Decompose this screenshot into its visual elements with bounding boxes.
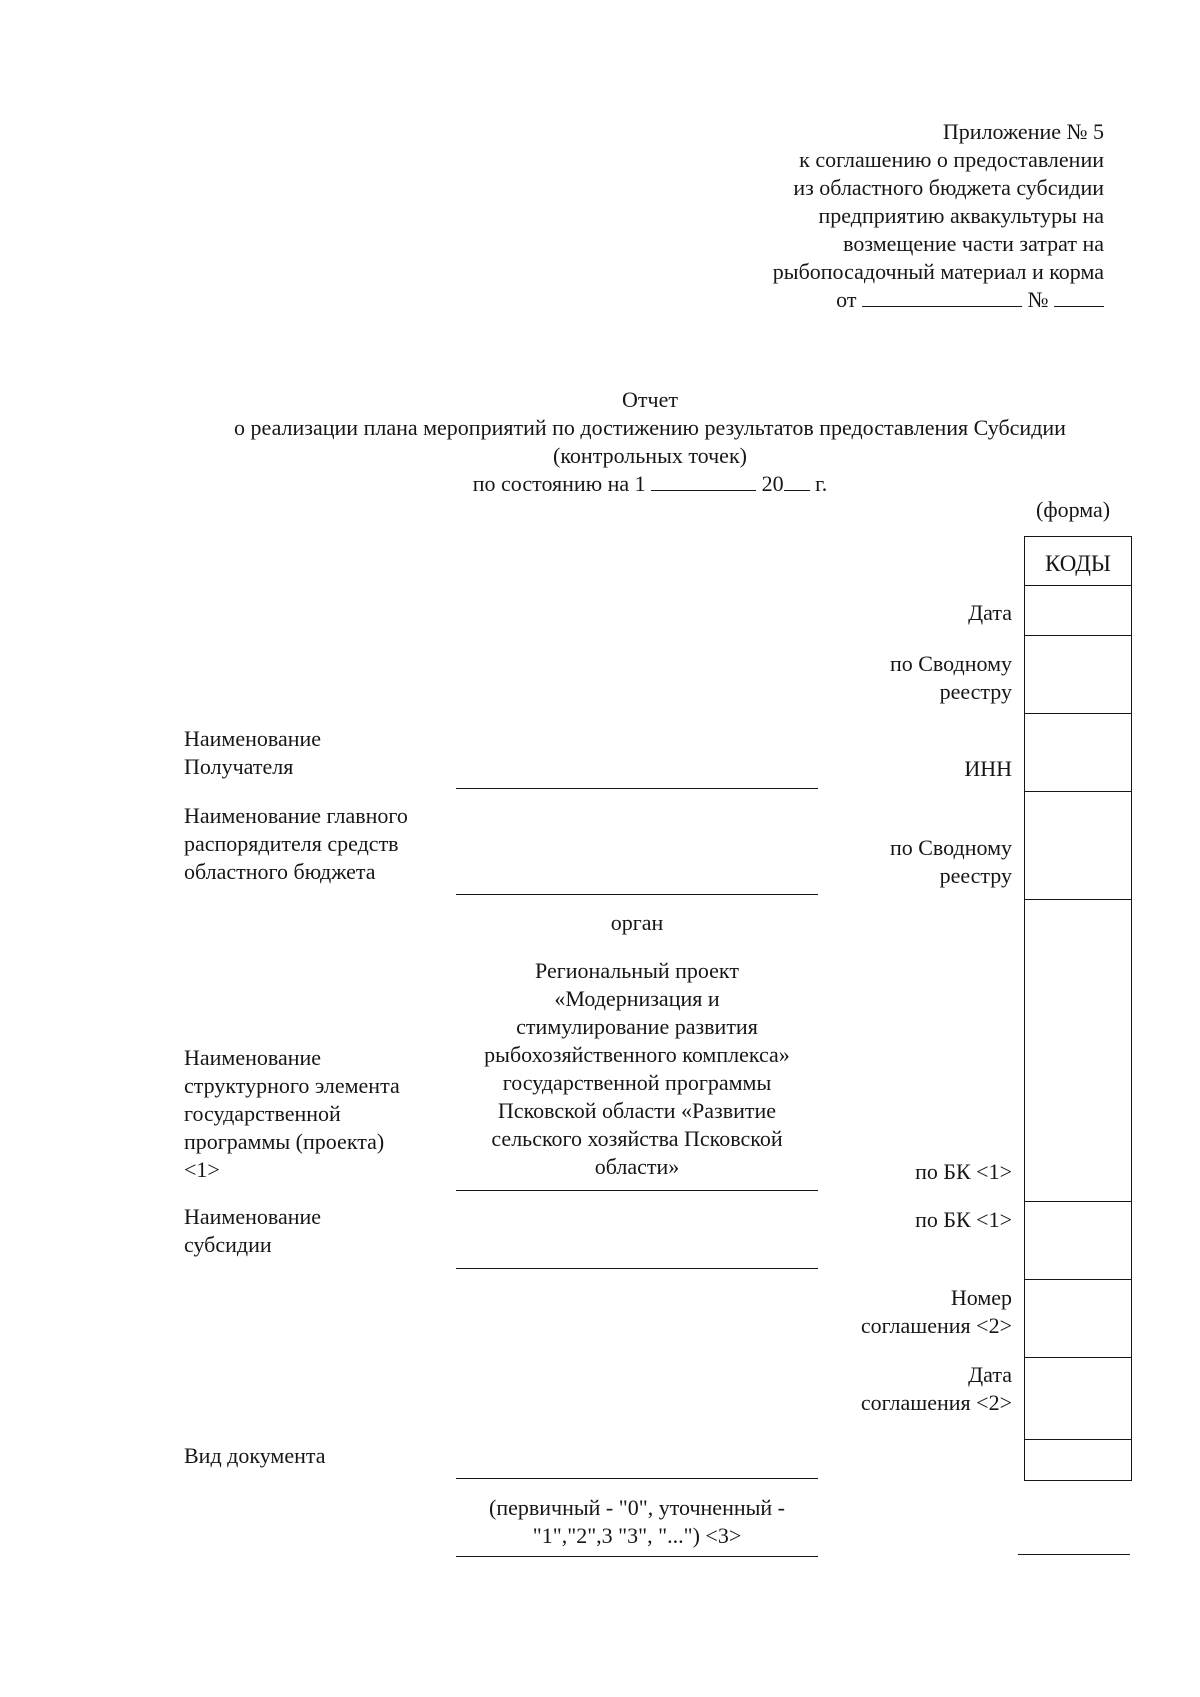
codes-box [1024,536,1132,1481]
label-line: Наименование [184,1045,322,1070]
codes-divider [1025,713,1131,714]
codes-bottom-field-line [1018,1554,1130,1555]
recipient-field-line [456,788,818,789]
project-line: стимулирование развития [516,1014,758,1039]
date-prefix: по состоянию на 1 [472,471,646,496]
label-svod-reestr-2 [890,834,1012,890]
label-bk-1: по БК <1> [915,1159,1012,1184]
label-line: по Сводному [889,651,1012,676]
label-line: субсидии [184,1232,272,1257]
hint-line: (первичный - "0", уточненный - [489,1495,785,1520]
year-blank [784,470,810,491]
report-title: Отчет [622,387,678,412]
label-agreement-date [861,1361,1012,1417]
label-line: областного бюджета [184,859,376,884]
label-line: соглашения <2> [860,1313,1012,1338]
codes-divider [1025,791,1131,792]
label-line: <1> [184,1157,220,1182]
label-subsidy [184,1203,321,1259]
label-line: по Сводному [889,835,1012,860]
number-label: № [1027,287,1049,312]
doc-type-field-line [456,1478,818,1479]
label-line: реестру [939,679,1012,704]
label-doc-type: Вид документа [184,1443,326,1468]
label-line: Наименование [184,1204,322,1229]
label-bk-2: по БК <1> [915,1207,1012,1232]
appendix-block [773,118,1104,314]
month-blank [651,470,756,491]
project-line: Региональный проект [535,958,739,983]
doc-type-hint [446,1494,828,1550]
doc-type-hint-line [456,1556,818,1557]
label-line: соглашения <2> [860,1390,1012,1415]
year-prefix: 20 [761,471,784,496]
label-line: реестру [939,863,1012,888]
main-manager-field-line [456,894,818,895]
hint-line: "1","2",3 "3", "...") <3> [532,1523,742,1548]
label-svod-reestr-1 [890,650,1012,706]
codes-divider [1025,1357,1131,1358]
form-label: (форма) [1036,497,1111,522]
number-blank [1054,286,1104,307]
from-label: от [836,287,857,312]
codes-divider [1025,635,1131,636]
label-inn: ИНН [964,756,1012,781]
label-main-manager [184,802,408,886]
project-line: рыбохозяйственного комплекса» [484,1042,790,1067]
codes-header: КОДЫ [1045,551,1111,576]
appendix-line: к соглашению о предоставлении [799,147,1104,172]
label-line: Наименование главного [184,803,408,828]
report-title-block [0,386,1200,498]
label-recipient [184,725,321,781]
codes-divider [1025,1279,1131,1280]
project-name [446,957,828,1181]
project-line: сельского хозяйства Псковской [491,1126,783,1151]
structural-element-field-line [456,1190,818,1191]
label-line: Наименование [184,726,322,751]
appendix-line: предприятию аквакультуры на [818,203,1104,228]
label-line: Номер [950,1285,1012,1310]
from-date-blank [862,286,1022,307]
project-line: Псковской области «Развитие [497,1098,777,1123]
label-line: Получателя [184,754,294,779]
project-line: «Модернизация и [554,986,720,1011]
appendix-line: Приложение № 5 [942,119,1104,144]
project-line: области» [594,1154,680,1179]
report-subtitle: о реализации плана мероприятий по достижению результатов предоставления Субсидии [234,415,1066,440]
label-line: Дата [968,1362,1012,1387]
report-date-line [0,470,1200,498]
year-suffix: г. [815,471,828,496]
codes-divider [1025,899,1131,900]
label-line: структурного элемента [184,1073,400,1098]
label-date: Дата [968,600,1012,625]
project-line: государственной программы [502,1070,772,1095]
appendix-date-number-line [773,286,1104,314]
organ-caption: орган [610,910,664,935]
label-structural-element [184,1044,400,1184]
codes-divider [1025,1201,1131,1202]
label-agreement-number [861,1284,1012,1340]
appendix-line: рыбопосадочный материал и корма [772,259,1104,284]
subsidy-field-line [456,1268,818,1269]
codes-divider [1025,1439,1131,1440]
appendix-line: из областного бюджета субсидии [793,175,1104,200]
label-line: государственной [184,1101,341,1126]
report-subtitle-2: (контрольных точек) [553,443,747,468]
label-line: распорядителя средств [184,831,399,856]
appendix-line: возмещение части затрат на [843,231,1104,256]
label-line: программы (проекта) [184,1129,385,1154]
codes-divider [1025,585,1131,586]
